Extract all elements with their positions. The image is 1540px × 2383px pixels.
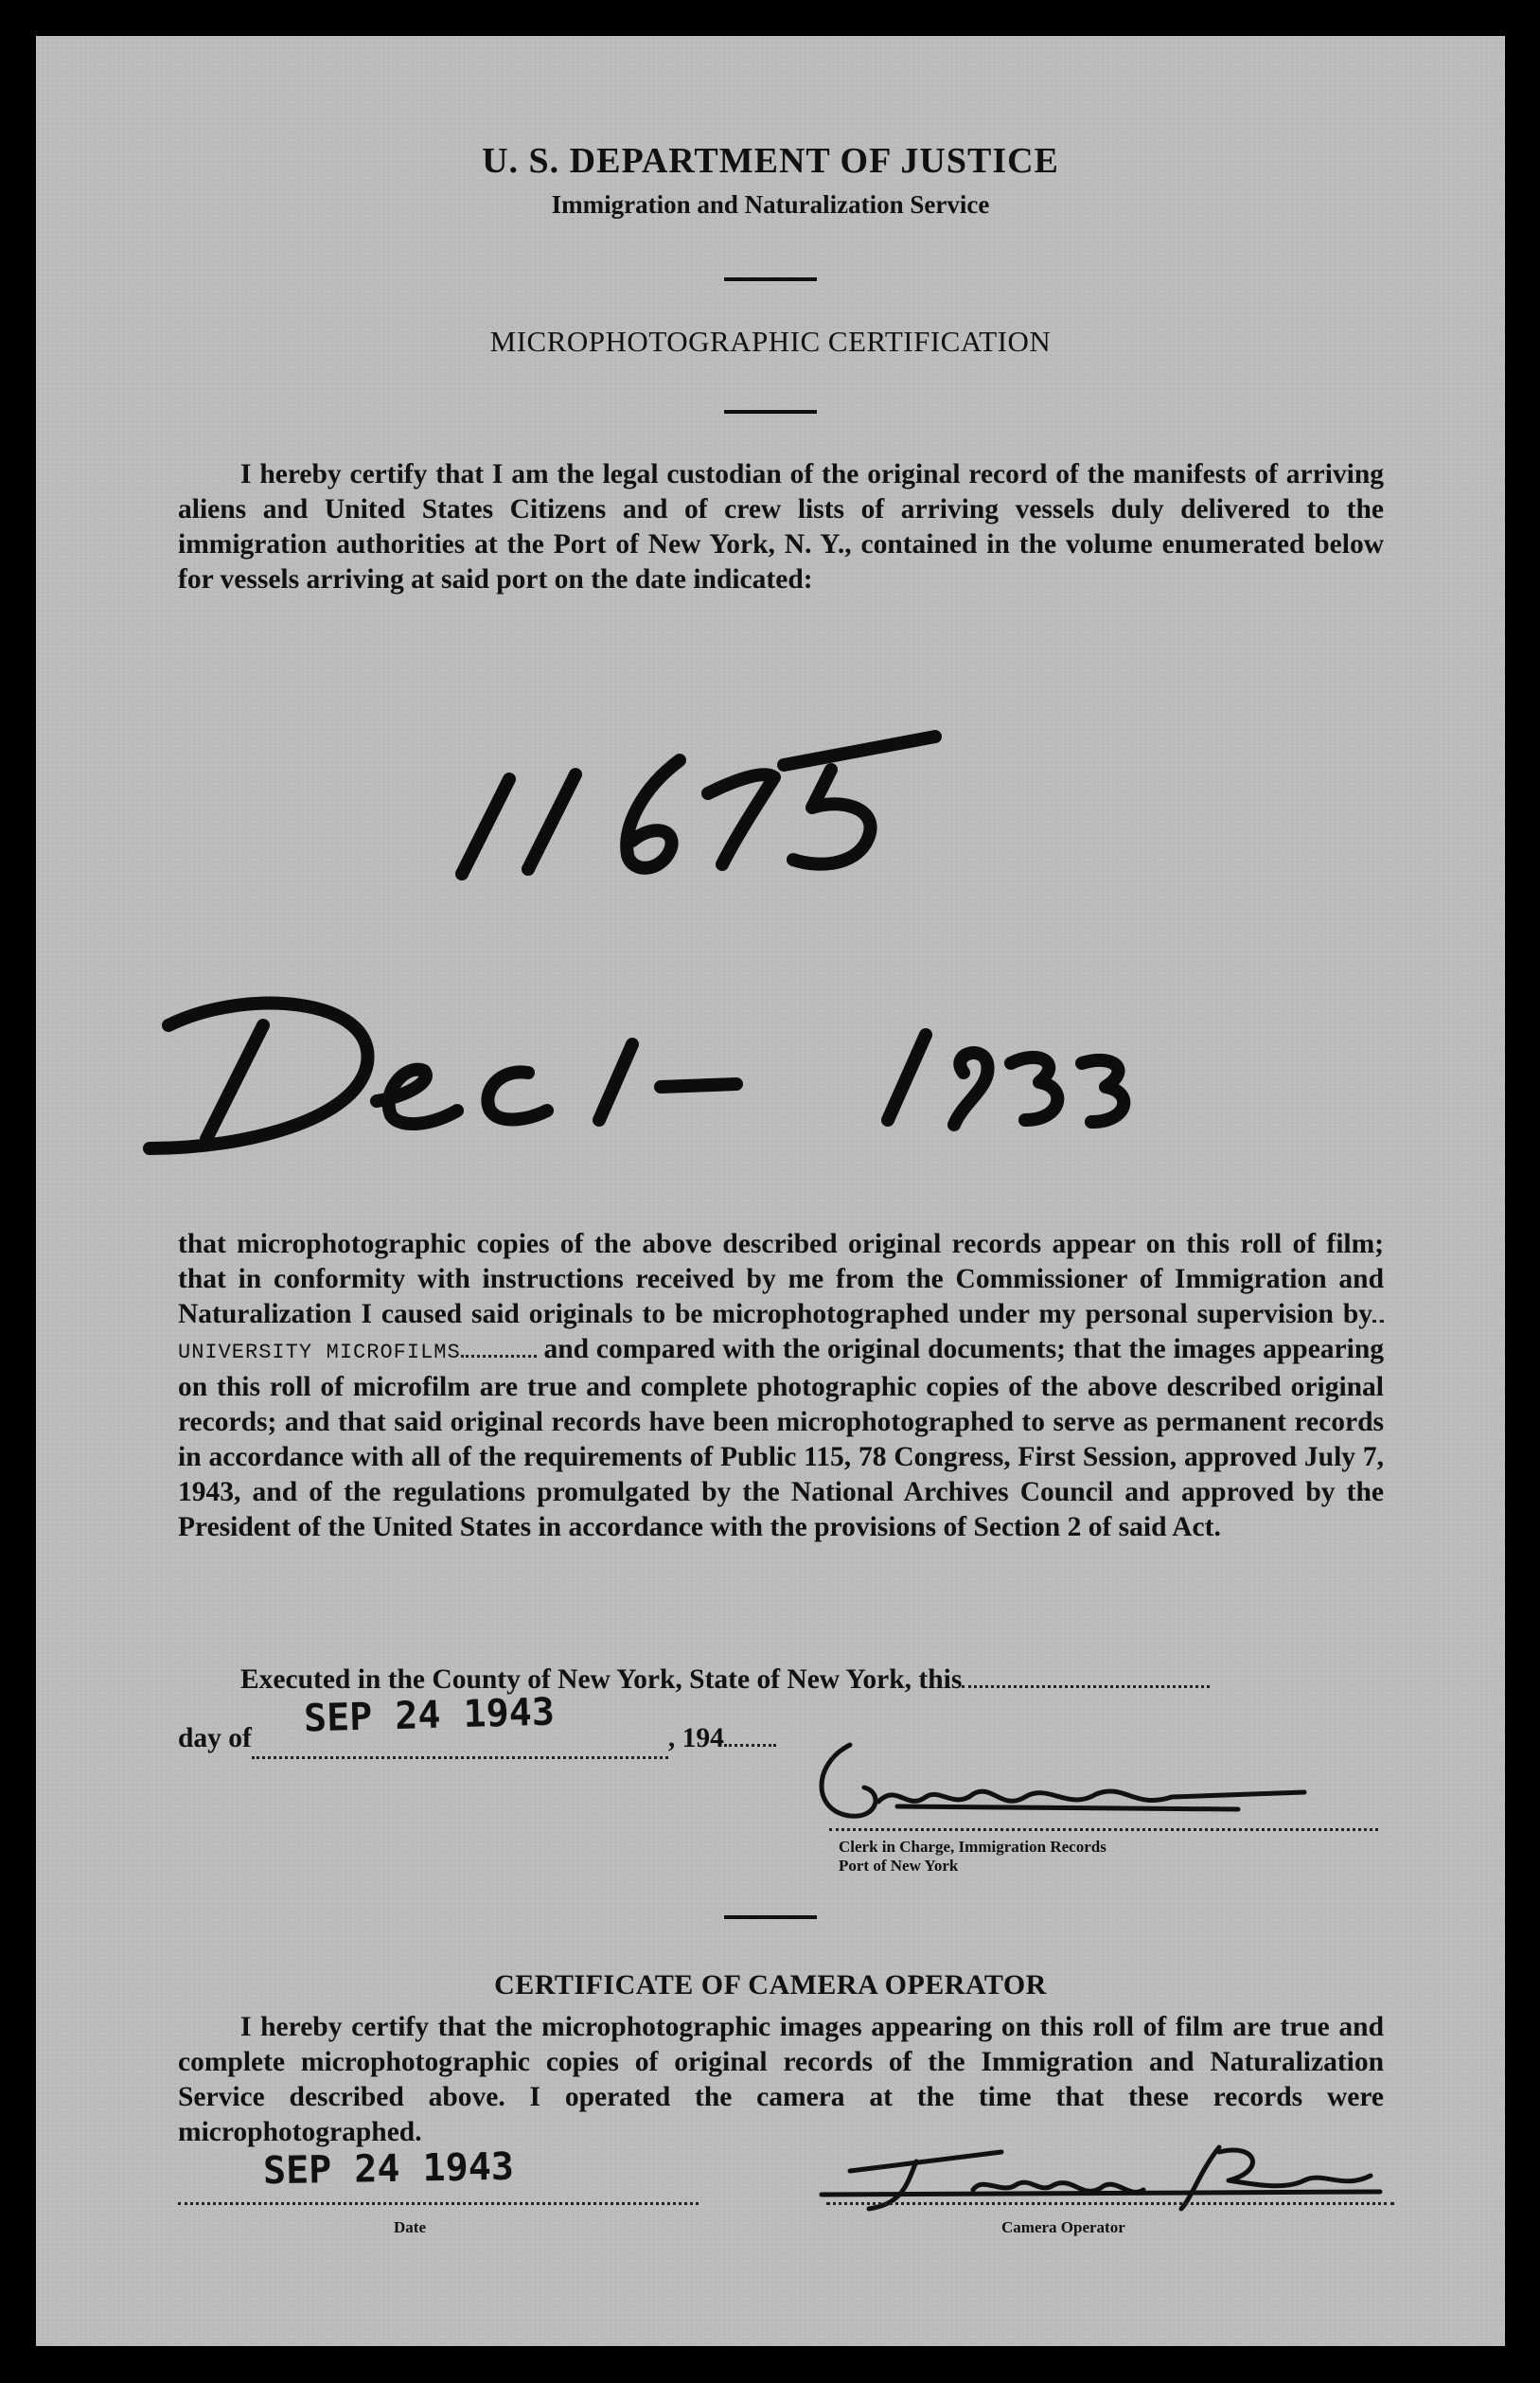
operator-line <box>826 2202 1394 2205</box>
date-label: Date <box>394 2218 426 2236</box>
clerk-signature-line <box>829 1828 1378 1831</box>
camera-operator-label: Camera Operator <box>1001 2218 1125 2236</box>
divider <box>724 410 817 414</box>
date-line <box>178 2202 699 2205</box>
clerk-location: Port of New York <box>839 1857 959 1875</box>
year-prefix: , 194 <box>667 1723 724 1753</box>
camera-operator-signature <box>812 2133 1418 2218</box>
handwritten-date <box>131 959 1162 1177</box>
clerk-signature <box>793 1726 1342 1840</box>
camera-certificate-text: I hereby certify that the microphotographic images appearing on this roll of film are true and complete microphotographic copies of original records of the Immigration and Naturalization Service described above. I operated the camera at the time that these records were microphotographed. <box>178 2012 1384 2147</box>
body-paragraph <box>178 1227 1384 1545</box>
body-paragraph-end: and compared with the original documents; that the images appearing on this roll of microfilm are true and complete photographic copies of the above described original records; and that said original records have been microphotographed to serve as permanent records in accordance with all of the requirements of Public 115, 78 Congress, First Session, approved July 7, 1943, and of the regulations promulgated by the National Archives Council and approved by the President of the United States in accordance with the provisions of Section 2 of said Act. <box>178 1334 1385 1542</box>
executed-block <box>178 1663 1384 1698</box>
divider <box>724 1915 817 1919</box>
handwritten-volume-number <box>434 703 1001 893</box>
certification-title: MICROPHOTOGRAPHIC CERTIFICATION <box>489 325 1052 358</box>
day-of-label: day of <box>178 1723 252 1753</box>
camera-certificate-title: CERTIFICATE OF CAMERA OPERATOR <box>494 1969 1047 2001</box>
operator-company: UNIVERSITY MICROFILMS <box>178 1341 461 1364</box>
department-heading: U. S. DEPARTMENT OF JUSTICE <box>482 141 1059 181</box>
executed-line: Executed in the County of New York, State of New York, this <box>240 1664 963 1695</box>
executed-date-stamp: SEP 24 1943 <box>303 1690 556 1741</box>
service-subheading: Immigration and Naturalization Service <box>551 190 990 219</box>
clerk-title: Clerk in Charge, Immigration Records <box>839 1838 1106 1856</box>
certificate-page <box>36 36 1505 2346</box>
intro-paragraph: I hereby certify that I am the legal custodian of the original record of the manifests of arriving aliens and United States Citizens and of crew lists of arriving vessels duly delivered to the immigration authorities at the Port of New York, N. Y., contained in the volume enumerated below for vessels arriving at said port on the date indicated: <box>178 459 1384 595</box>
divider <box>724 277 817 281</box>
body-paragraph-start: that microphotographic copies of the above described original records appear on this roll of film; that in conformity with instructions received by me from the Commissioner of Immigration and Naturalization I caused said originals to be microphotographed under my personal supervision by <box>178 1229 1384 1329</box>
camera-date-stamp: SEP 24 1943 <box>262 2144 515 2194</box>
